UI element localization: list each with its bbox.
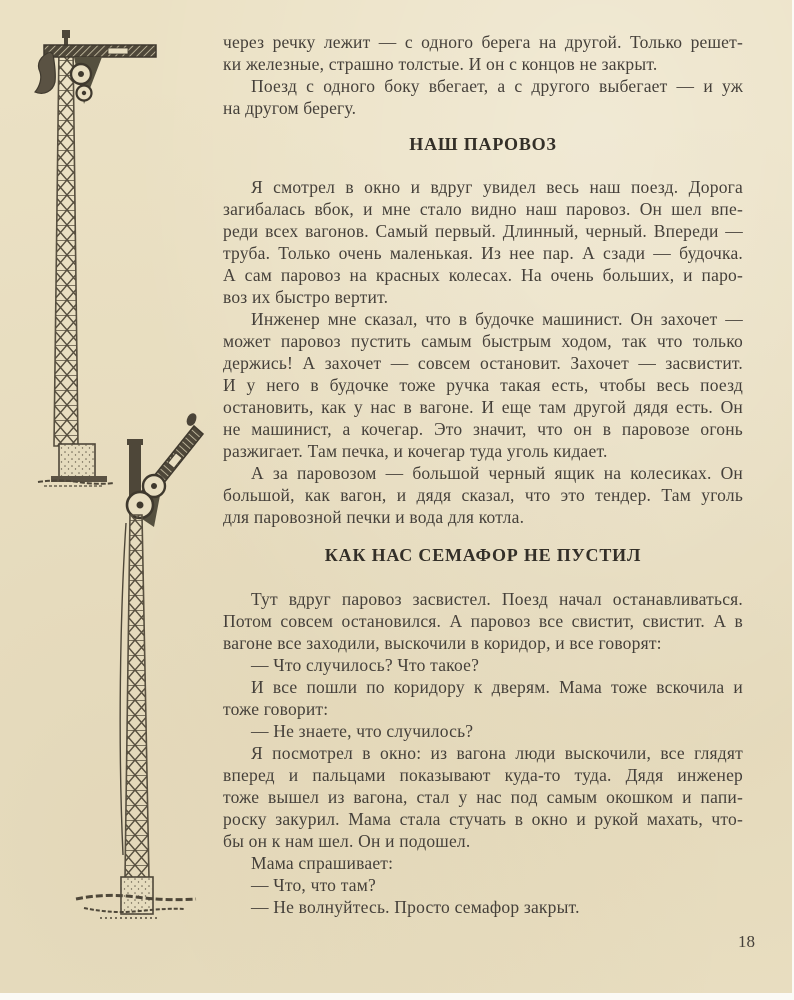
paragraph xyxy=(223,75,743,119)
text-line: А за паровозом — большой черный ящик на колесиках. Он xyxy=(251,463,743,483)
operating-rod xyxy=(120,523,126,855)
paragraph xyxy=(223,874,743,896)
text-line: Поезд с одного боку вбегает, а с другого выбегает — и уж xyxy=(251,76,743,96)
text-line: большой, как вагон, и дядя сказал, что это тендер. Там уголь xyxy=(223,485,743,505)
semaphore-arm-horizontal xyxy=(44,45,156,57)
text-line: реди всех вагонов. Самый первый. Длинный, черный. Впереди — xyxy=(223,221,743,241)
text-line: вагоне все заходили, выскочили в коридор, и все говорят: xyxy=(223,633,662,653)
paragraph xyxy=(223,676,743,720)
paragraph xyxy=(223,896,743,918)
paragraph xyxy=(223,742,743,852)
text-line: вперед и пальцами показывают куда-то туда. Дядя инженер xyxy=(223,765,743,785)
paragraph xyxy=(223,654,743,676)
text-line: Инженер мне сказал, что в будочке машинист. Он захочет — xyxy=(251,309,743,329)
text-line: — Не волнуйтесь. Просто семафор закрыт. xyxy=(251,897,580,917)
text-line: не машинист, а кочегар. Это значит, что он в паровозе огонь xyxy=(223,419,743,439)
text-line: Потом совсем остановился. А паровоз все свистит, свистит. А в xyxy=(223,611,743,631)
text-line: Я посмотрел в окно: из вагона люди выскочили, все глядят xyxy=(251,743,743,763)
paragraph xyxy=(223,308,743,462)
text-line: может паровоз пустить самым быстрым ходом, так что только xyxy=(223,331,743,351)
section-heading: НАШ ПАРОВОЗ xyxy=(409,134,557,154)
paragraph xyxy=(223,31,743,75)
text-line: воз их быстро вертит. xyxy=(223,287,389,307)
page-number: 18 xyxy=(738,932,755,951)
semaphore-finial xyxy=(62,30,70,46)
paragraph xyxy=(223,462,743,528)
text-line: на другом берегу. xyxy=(223,98,357,118)
semaphore-mast xyxy=(54,46,78,446)
section-heading: КАК НАС СЕМАФОР НЕ ПУСТИЛ xyxy=(324,545,642,565)
open-semaphore-illustration xyxy=(70,415,205,930)
text-column xyxy=(223,31,743,918)
text-line: А сам паровоз на красных колесах. На очень больших, и паро- xyxy=(223,265,743,285)
text-line: тоже вышел из вагона, стал у нас под самым окошком и папи- xyxy=(223,787,743,807)
text-line: загибалась вбок, и мне стало видно наш паровоз. Он шел впе- xyxy=(223,199,743,219)
text-line: И у него в будочке тоже ручка такая есть, чтобы весь поезд xyxy=(223,375,743,395)
text-line: Я смотрел в окно и вдруг увидел весь наш поезд. Дорога xyxy=(251,177,743,197)
semaphore-base xyxy=(76,877,196,918)
text-line: роску закурил. Мама стала стучать в окно и рукой махать, что- xyxy=(223,809,743,829)
text-line: бы он к нам шел. Он и подошел. xyxy=(223,831,471,851)
text-line: остановить, как у нас в вагоне. И еще там другой дядя есть. Он xyxy=(223,397,743,417)
text-line: труба. Только очень маленькая. Из нее пар. А сзади — будочка. xyxy=(223,243,743,263)
text-line: — Что, что там? xyxy=(251,875,376,895)
paragraph xyxy=(223,176,743,308)
text-line: ки железные, страшно толстые. И он с концов не закрыт. xyxy=(223,54,658,74)
counterweight-lever xyxy=(35,52,55,93)
semaphore-mast xyxy=(125,515,149,879)
text-line: через речку лежит — с одного берега на другой. Только решет- xyxy=(223,32,743,52)
text-line: держись! А захочет — совсем остановит. Захочет — засвистит. xyxy=(223,353,743,373)
paragraph xyxy=(223,720,743,742)
text-line: — Не знаете, что случилось? xyxy=(251,721,474,741)
paragraph xyxy=(223,852,743,874)
text-line: И все пошли по коридору к дверям. Мама тоже вскочила и xyxy=(251,677,743,697)
pivot-mechanism xyxy=(71,57,102,104)
text-line: тоже говорит: xyxy=(223,699,329,719)
text-line: Тут вдруг паровоз засвистел. Поезд начал останавливаться. xyxy=(251,589,743,609)
paragraph xyxy=(223,588,743,654)
text-line: для паровозной печки и вода для котла. xyxy=(223,507,525,527)
text-line: разжигает. Там печка, и кочегар туда уголь кидает. xyxy=(223,441,608,461)
text-line: Мама спрашивает: xyxy=(251,853,394,873)
text-line: — Что случилось? Что такое? xyxy=(251,655,480,675)
